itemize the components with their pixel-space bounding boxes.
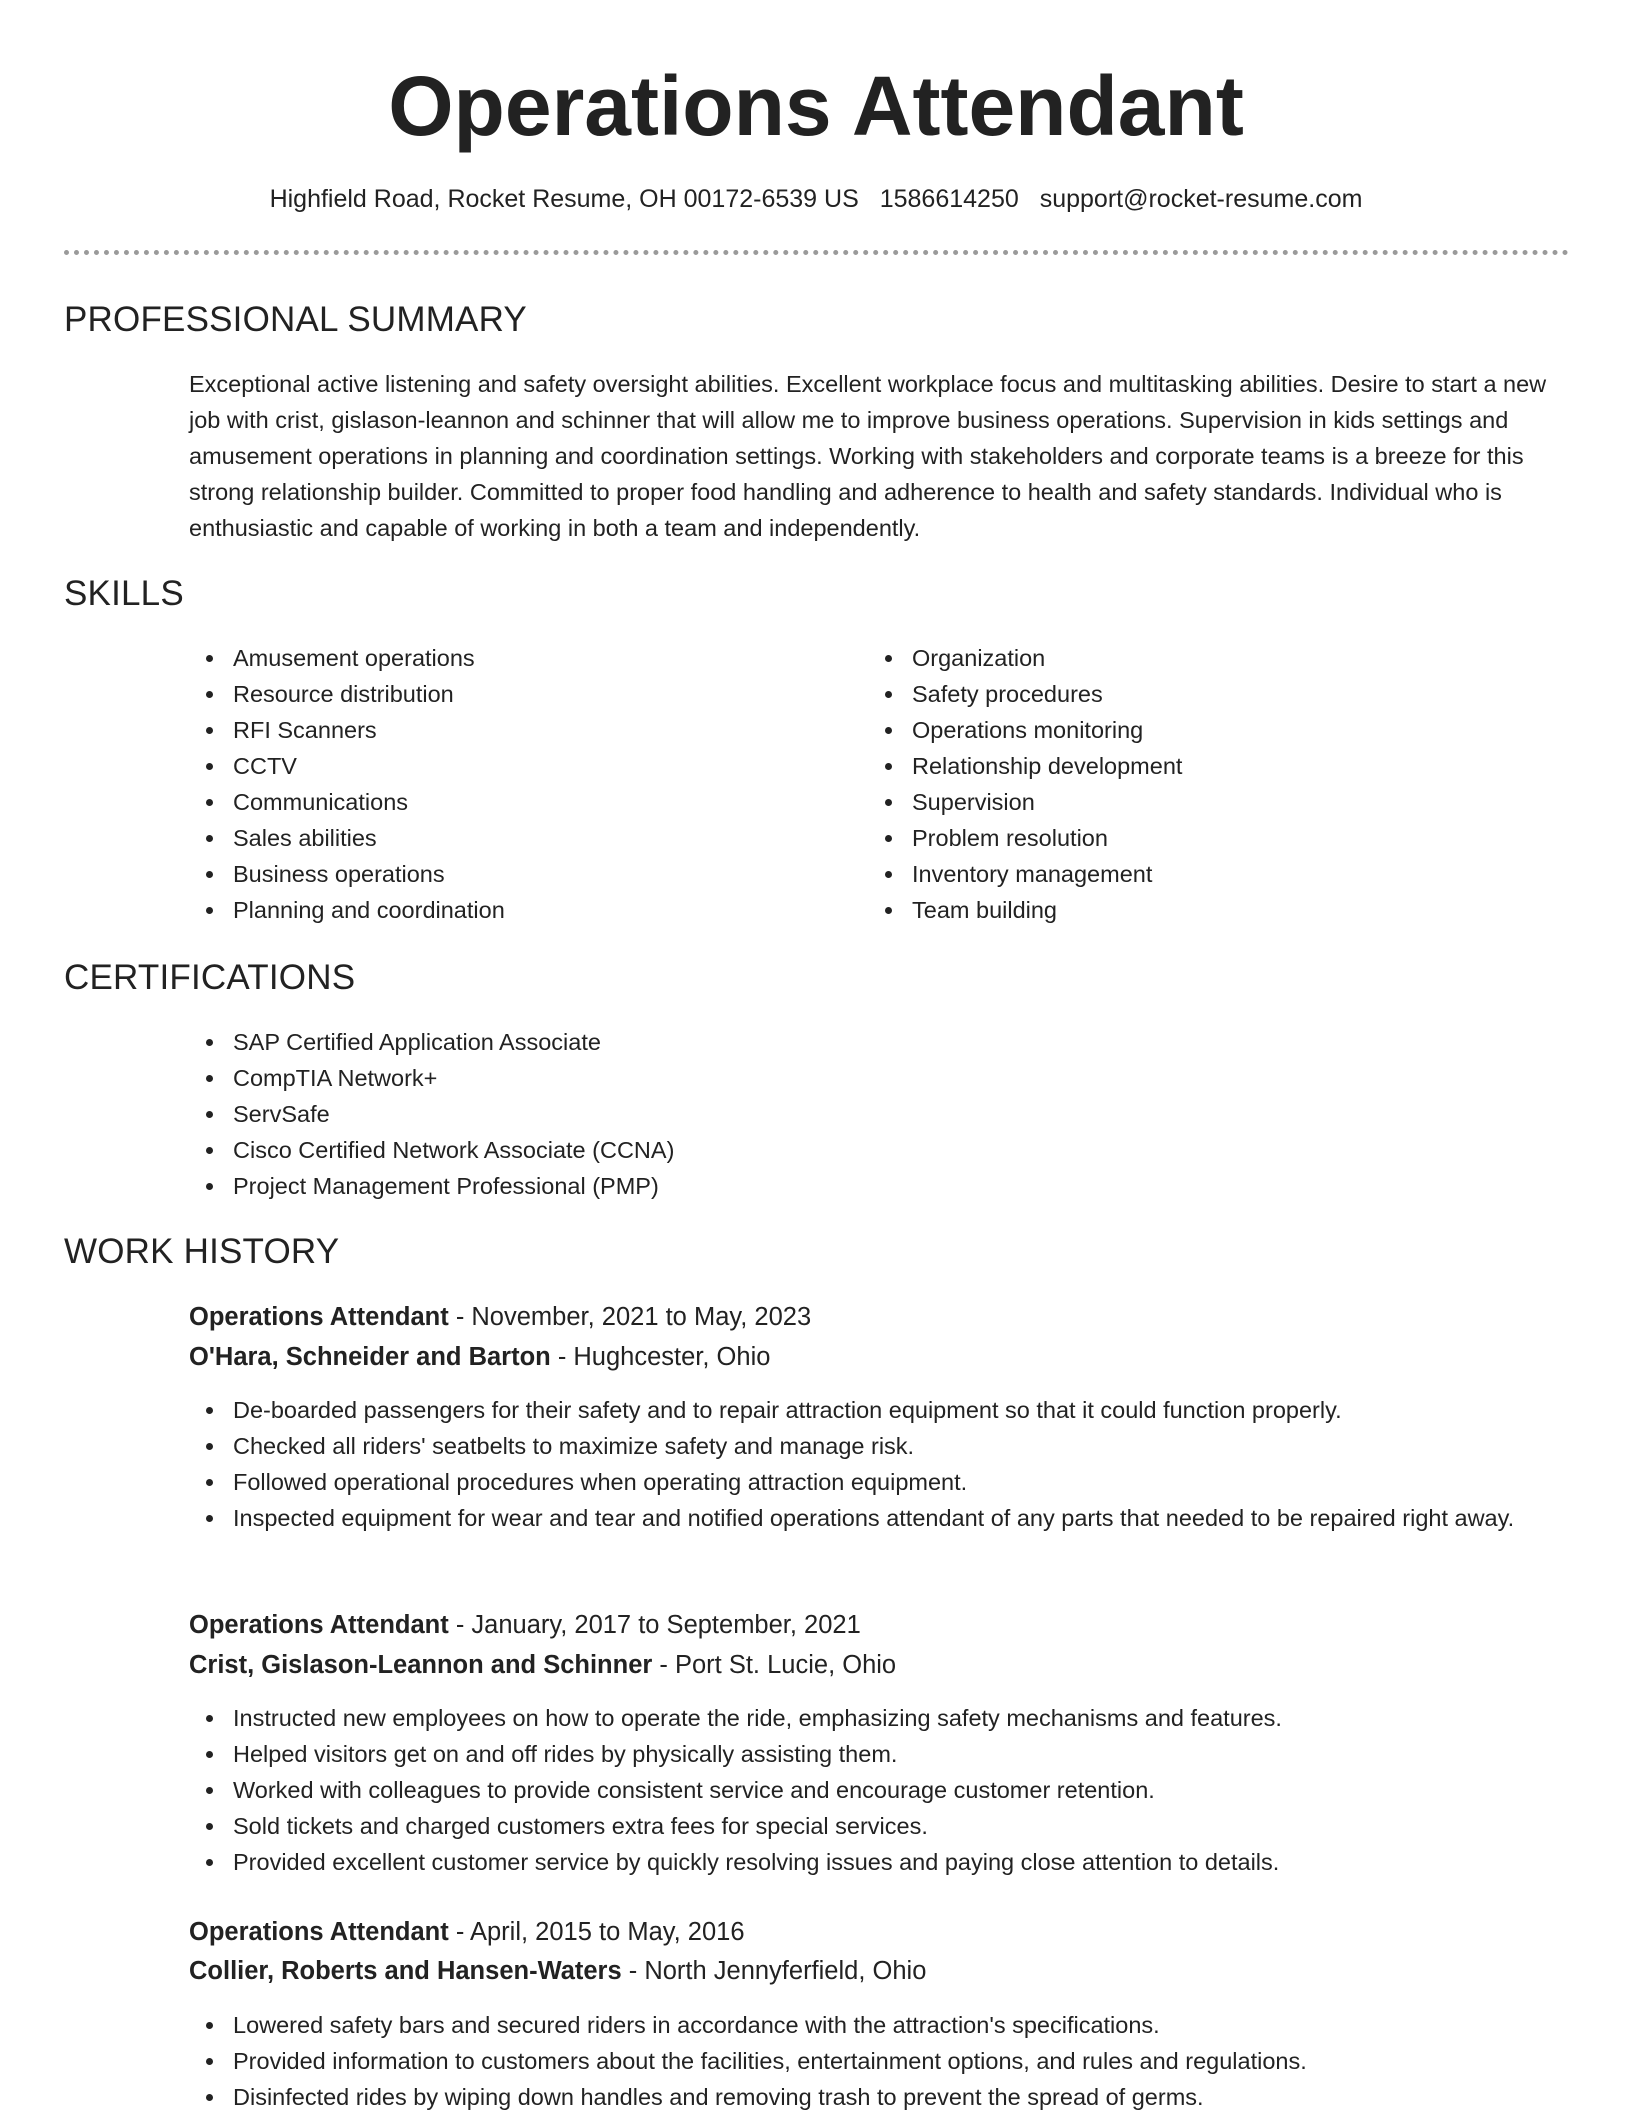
job-bullet: Checked all riders' seatbelts to maximize safety and manage risk. <box>233 1428 1569 1464</box>
job-location: - Hughcester, Ohio <box>550 1343 771 1371</box>
job-company-line <box>189 1337 770 1377</box>
job-title-line <box>189 1297 811 1337</box>
job-company-line <box>189 1951 926 1991</box>
skills-list-left <box>189 640 853 928</box>
job-company: Collier, Roberts and Hansen-Waters <box>189 1957 622 1985</box>
skill-item: Supervision <box>912 784 1532 820</box>
job-bullet: Inspected equipment for wear and tear and notified operations attendant of any parts that needed to be repaired right away. <box>233 1500 1569 1536</box>
skill-item: Inventory management <box>912 856 1532 892</box>
certification-item: Cisco Certified Network Associate (CCNA) <box>233 1132 1233 1168</box>
section-title-skills: SKILLS <box>64 574 184 613</box>
job-bullet: Sold tickets and charged customers extra fees for special services. <box>233 1808 1613 1844</box>
section-title-work-history: WORK HISTORY <box>64 1232 340 1271</box>
contact-phone: 1586614250 <box>879 185 1019 213</box>
skill-item: Organization <box>912 640 1532 676</box>
job-bullet: Lowered safety bars and secured riders in accordance with the attraction's specifications. <box>233 2007 1613 2043</box>
contact-email: support@rocket-resume.com <box>1039 185 1363 213</box>
job-bullet: De-boarded passengers for their safety and to repair attraction equipment so that it could function properly. <box>233 1392 1569 1428</box>
contact-address: Highfield Road, Rocket Resume, OH 00172-6539 US <box>269 185 859 213</box>
skill-item: Team building <box>912 892 1532 928</box>
skill-item: Resource distribution <box>233 676 853 712</box>
resume-name: Operations Attendant <box>388 59 1244 153</box>
contact-line <box>0 182 1632 216</box>
job-bullets <box>189 1392 1569 1536</box>
skill-item: CCTV <box>233 748 853 784</box>
job-dates: - January, 2017 to September, 2021 <box>448 1611 861 1639</box>
certification-item: SAP Certified Application Associate <box>233 1024 1233 1060</box>
skill-item: Safety procedures <box>912 676 1532 712</box>
job-location: - Port St. Lucie, Ohio <box>652 1651 897 1679</box>
certification-item: CompTIA Network+ <box>233 1060 1233 1096</box>
job-location: - North Jennyferfield, Ohio <box>621 1957 927 1985</box>
certification-item: Project Management Professional (PMP) <box>233 1168 1233 1204</box>
skill-item: Relationship development <box>912 748 1532 784</box>
section-title-summary: PROFESSIONAL SUMMARY <box>64 300 527 339</box>
skill-item: Communications <box>233 784 853 820</box>
job-company-line <box>189 1645 896 1685</box>
job-dates: - April, 2015 to May, 2016 <box>448 1918 745 1946</box>
job-bullet: Followed operational procedures when operating attraction equipment. <box>233 1464 1569 1500</box>
job-bullet: Instructed new employees on how to operate the ride, emphasizing safety mechanisms and features. <box>233 1700 1613 1736</box>
skill-item: Operations monitoring <box>912 712 1532 748</box>
job-company: Crist, Gislason-Leannon and Schinner <box>189 1651 653 1679</box>
job-title-line <box>189 1605 861 1645</box>
job-title: Operations Attendant <box>189 1303 449 1331</box>
skill-item: Business operations <box>233 856 853 892</box>
job-title: Operations Attendant <box>189 1918 449 1946</box>
job-title: Operations Attendant <box>189 1611 449 1639</box>
job-bullet: Helped visitors get on and off rides by physically assisting them. <box>233 1736 1613 1772</box>
skill-item: Problem resolution <box>912 820 1532 856</box>
summary-text: Exceptional active listening and safety oversight abilities. Excellent workplace focus and multitasking abilities. Desire to start a new job with crist, gislason-leannon and schinner that will allow me to improve business operations. Supervision in kids settings and amusement operations in planning and coordination settings. Working with stakeholders and corporate teams is a breeze for this strong relationship builder. Committed to proper food handling and adherence to health and safety standards. Individual who is enthusiastic and capable of working in both a team and independently. <box>189 371 1547 541</box>
section-title-certifications: CERTIFICATIONS <box>64 958 356 997</box>
job-bullet: Worked with colleagues to provide consistent service and encourage customer retention. <box>233 1772 1613 1808</box>
job-bullet: Disinfected rides by wiping down handles and removing trash to prevent the spread of germs. <box>233 2079 1613 2115</box>
job-bullets <box>189 2007 1613 2115</box>
job-dates: - November, 2021 to May, 2023 <box>448 1303 812 1331</box>
skills-list-right <box>868 640 1532 928</box>
skill-item: Planning and coordination <box>233 892 853 928</box>
job-title-line <box>189 1912 745 1952</box>
job-bullet: Provided information to customers about the facilities, entertainment options, and rules and regulations. <box>233 2043 1613 2079</box>
certifications-list <box>189 1024 1233 1204</box>
job-bullet: Provided excellent customer service by quickly resolving issues and paying close attention to details. <box>233 1844 1613 1880</box>
job-bullets <box>189 1700 1613 1880</box>
job-company: O'Hara, Schneider and Barton <box>189 1343 551 1371</box>
header-divider <box>64 250 1569 255</box>
certification-item: ServSafe <box>233 1096 1233 1132</box>
skill-item: RFI Scanners <box>233 712 853 748</box>
skill-item: Sales abilities <box>233 820 853 856</box>
skill-item: Amusement operations <box>233 640 853 676</box>
